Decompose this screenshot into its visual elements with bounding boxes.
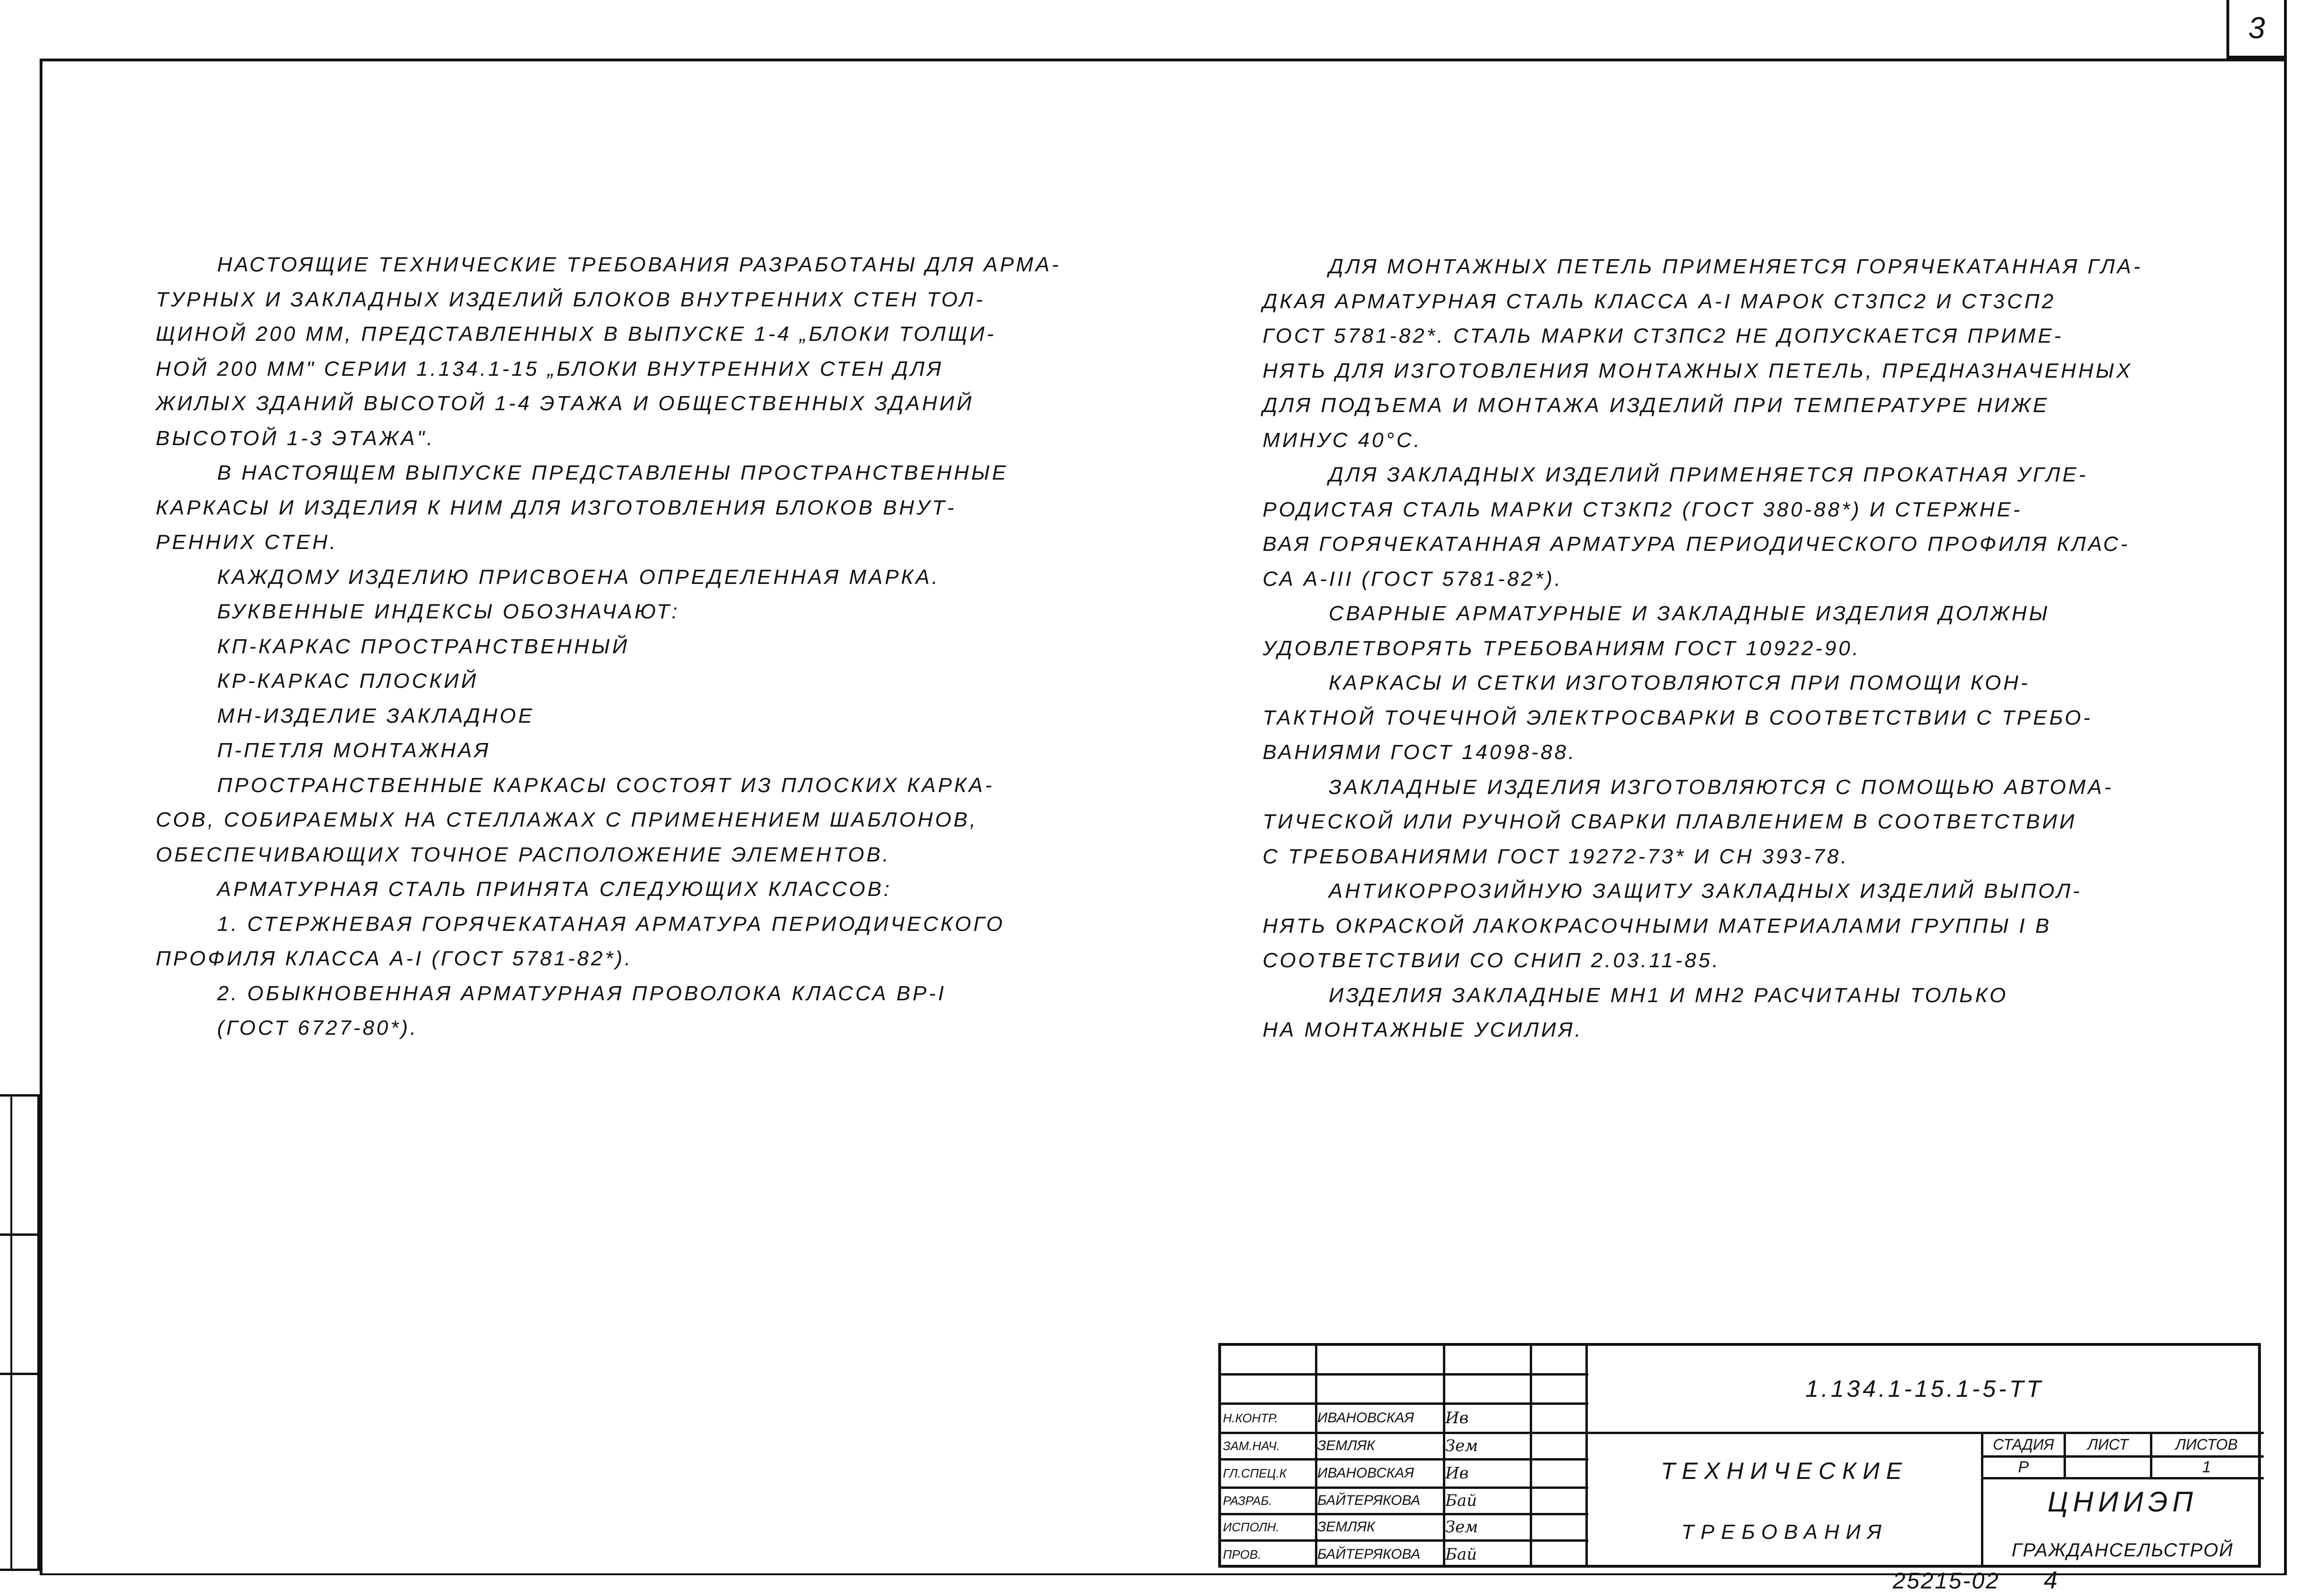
text-line: ВАНИЯМИ ГОСТ 14098-88. [1263,741,1577,764]
margin-strip [0,1233,40,1373]
text-line: ПРОСТРАНСТВЕННЫЕ КАРКАСЫ СОСТОЯТ ИЗ ПЛОСКИХ КАРКА- [217,773,995,797]
signature-name: ИВАНОВСКАЯ [1317,1410,1414,1426]
document-code: 1.134.1-15.1-5-ТТ [1805,1376,2044,1402]
text-line: АРМАТУРНАЯ СТАЛЬ ПРИНЯТА СЛЕДУЮЩИХ КЛАССОВ: [217,878,892,901]
text-line: ДКАЯ АРМАТУРНАЯ СТАЛЬ КЛАССА А-I МАРОК СТ3ПС2 И СТ3СП2 [1263,289,2056,313]
signature-sign: Зем [1445,1436,1478,1455]
sheets-header: ЛИСТОВ [2175,1436,2238,1453]
stage-value: Р [2018,1458,2029,1476]
text-line: 2. ОБЫКНОВЕННАЯ АРМАТУРНАЯ ПРОВОЛОКА КЛАССА ВР-I [217,981,946,1005]
sheet-number: 3 [2248,11,2265,45]
signature-name: БАЙТЕРЯКОВА [1317,1493,1421,1508]
text-line: СА А-III (ГОСТ 5781-82*). [1263,567,1563,591]
text-line: С ТРЕБОВАНИЯМИ ГОСТ 19272-73* И СН 393-78. [1263,844,1849,868]
text-line: УДОВЛЕТВОРЯТЬ ТРЕБОВАНИЯМ ГОСТ 10922-90. [1263,636,1861,660]
sheet-value [2066,1457,2150,1477]
text-line: СВАРНЫЕ АРМАТУРНЫЕ И ЗАКЛАДНЫЕ ИЗДЕЛИЯ ДОЛЖНЫ [1329,602,2050,625]
org-subname: ГРАЖДАНСЕЛЬСТРОЙ [2011,1539,2234,1561]
text-line: НА МОНТАЖНЫЕ УСИЛИЯ. [1263,1018,1583,1041]
text-line: МН-ИЗДЕЛИЕ ЗАКЛАДНОЕ [217,704,535,727]
stage-header: СТАДИЯ [1993,1436,2054,1453]
signature-sign: Ив [1445,1464,1469,1483]
text-line: ЩИНОЙ 200 ММ, ПРЕДСТАВЛЕННЫХ В ВЫПУСКЕ 1-4 „БЛОКИ ТОЛЩИ- [156,322,996,346]
text-line: В НАСТОЯЩЕМ ВЫПУСКЕ ПРЕДСТАВЛЕНЫ ПРОСТРАНСТВЕННЫЕ [217,461,1009,484]
text-line: (ГОСТ 6727-80*). [217,1016,419,1039]
text-line: ЗАКЛАДНЫЕ ИЗДЕЛИЯ ИЗГОТОВЛЯЮТСЯ С ПОМОЩЬЮ АВТОМА- [1329,775,2114,799]
text-line: ДЛЯ ПОДЪЕМА И МОНТАЖА ИЗДЕЛИЙ ПРИ ТЕМПЕРАТУРЕ НИЖЕ [1263,394,2049,417]
text-line: 1. СТЕРЖНЕВАЯ ГОРЯЧЕКАТАНАЯ АРМАТУРА ПЕРИОДИЧЕСКОГО [217,912,1005,936]
signature-sign: Зем [1445,1518,1478,1537]
sheet-number-box [2226,0,2287,59]
text-line: ИЗДЕЛИЯ ЗАКЛАДНЫЕ МН1 И МН2 РАСЧИТАНЫ ТОЛЬКО [1329,983,2008,1007]
signature-role: Н.КОНТР. [1223,1410,1278,1425]
text-line: БУКВЕННЫЕ ИНДЕКСЫ ОБОЗНАЧАЮТ: [217,600,680,623]
title-line-1: ТЕХНИЧЕСКИЕ [1660,1458,1909,1484]
text-line: АНТИКОРРОЗИЙНУЮ ЗАЩИТУ ЗАКЛАДНЫХ ИЗДЕЛИЙ ВЫПОЛ- [1329,879,2082,903]
text-line: КАРКАСЫ И СЕТКИ ИЗГОТОВЛЯЮТСЯ ПРИ ПОМОЩИ КОН- [1329,671,2030,694]
signature-sign: Бай [1445,1491,1477,1510]
signature-name: БАЙТЕРЯКОВА [1317,1546,1421,1562]
margin-strip [0,1373,40,1571]
sheet-header: ЛИСТ [2087,1436,2129,1453]
text-line: ТАКТНОЙ ТОЧЕЧНОЙ ЭЛЕКТРОСВАРКИ В СООТВЕТСТВИИ С ТРЕБО- [1263,706,2093,729]
org-name: ЦНИИЭП [2048,1486,2198,1518]
text-line: ОБЕСПЕЧИВАЮЩИХ ТОЧНОЕ РАСПОЛОЖЕНИЕ ЭЛЕМЕНТОВ. [156,843,891,866]
text-line: ВЫСОТОЙ 1-3 ЭТАЖА". [156,426,435,450]
signature-role: РАЗРАБ. [1223,1493,1273,1508]
text-line: ВАЯ ГОРЯЧЕКАТАННАЯ АРМАТУРА ПЕРИОДИЧЕСКОГО ПРОФИЛЯ КЛАС- [1263,532,2130,556]
text-line: НЯТЬ ДЛЯ ИЗГОТОВЛЕНИЯ МОНТАЖНЫХ ПЕТЕЛЬ, ПРЕДНАЗНАЧЕННЫХ [1263,359,2133,382]
text-line: КАЖДОМУ ИЗДЕЛИЮ ПРИСВОЕНА ОПРЕДЕЛЕННАЯ МАРКА. [217,565,940,589]
text-line: СООТВЕТСТВИИ СО СНИП 2.03.11-85. [1263,949,1721,972]
text-line: ДЛЯ МОНТАЖНЫХ ПЕТЕЛЬ ПРИМЕНЯЕТСЯ ГОРЯЧЕКАТАННАЯ ГЛА- [1329,255,2143,278]
text-line: ЖИЛЫХ ЗДАНИЙ ВЫСОТОЙ 1-4 ЭТАЖА И ОБЩЕСТВЕННЫХ ЗДАНИЙ [156,392,974,415]
text-line: ПРОФИЛЯ КЛАССА А-I (ГОСТ 5781-82*). [156,947,633,970]
signature-name: ЗЕМЛЯК [1317,1438,1375,1453]
sheets-value: 1 [2202,1458,2211,1476]
text-line: СОВ, СОБИРАЕМЫХ НА СТЕЛЛАЖАХ С ПРИМЕНЕНИЕМ ШАБЛОНОВ, [156,808,978,831]
text-line: П-ПЕТЛЯ МОНТАЖНАЯ [217,739,491,762]
signature-role: ЗАМ.НАЧ. [1223,1438,1280,1453]
text-line: ТУРНЫХ И ЗАКЛАДНЫХ ИЗДЕЛИЙ БЛОКОВ ВНУТРЕННИХ СТЕН ТОЛ- [156,287,985,311]
text-line: НЯТЬ ОКРАСКОЙ ЛАКОКРАСОЧНЫМИ МАТЕРИАЛАМИ ГРУППЫ I В [1263,914,2052,937]
text-line: НАСТОЯЩИЕ ТЕХНИЧЕСКИЕ ТРЕБОВАНИЯ РАЗРАБОТАНЫ ДЛЯ АРМА- [217,253,1061,276]
title-block [1218,1343,2261,1568]
signature-name: ЗЕМЛЯК [1317,1519,1375,1535]
text-line: РЕННИХ СТЕН. [156,531,338,554]
margin-strip [0,1094,40,1233]
text-line: ГОСТ 5781-82*. СТАЛЬ МАРКИ СТ3ПС2 НЕ ДОПУСКАЕТСЯ ПРИМЕ- [1263,324,2064,347]
text-line: НОЙ 200 ММ" СЕРИИ 1.134.1-15 „БЛОКИ ВНУТРЕННИХ СТЕН ДЛЯ [156,357,944,380]
footer-code: 25215-02 [1893,1569,2000,1594]
text-line: МИНУС 40°С. [1263,428,1422,452]
signature-role: ИСПОЛН. [1223,1520,1280,1534]
signature-role: ПРОВ. [1223,1547,1261,1562]
text-line: РОДИСТАЯ СТАЛЬ МАРКИ СТ3КП2 (ГОСТ 380-88*) И СТЕРЖНЕ- [1263,498,2023,521]
signature-role: ГЛ.СПЕЦ.К [1223,1466,1287,1480]
text-line: ТИЧЕСКОЙ ИЛИ РУЧНОЙ СВАРКИ ПЛАВЛЕНИЕМ В СООТВЕТСТВИИ [1263,810,2077,833]
signature-sign: Бай [1445,1545,1477,1564]
text-line: КП-КАРКАС ПРОСТРАНСТВЕННЫЙ [217,634,630,658]
footer-number: 4 [2044,1567,2057,1594]
text-line: КР-КАРКАС ПЛОСКИЙ [217,669,479,692]
title-line-2: ТРЕБОВАНИЯ [1681,1520,1888,1544]
margin-divider [10,1094,12,1571]
signature-sign: Ив [1445,1409,1469,1427]
signature-name: ИВАНОВСКАЯ [1317,1465,1414,1481]
text-line: ДЛЯ ЗАКЛАДНЫХ ИЗДЕЛИЙ ПРИМЕНЯЕТСЯ ПРОКАТНАЯ УГЛЕ- [1329,463,2088,486]
text-line: КАРКАСЫ И ИЗДЕЛИЯ К НИМ ДЛЯ ИЗГОТОВЛЕНИЯ БЛОКОВ ВНУТ- [156,496,957,519]
